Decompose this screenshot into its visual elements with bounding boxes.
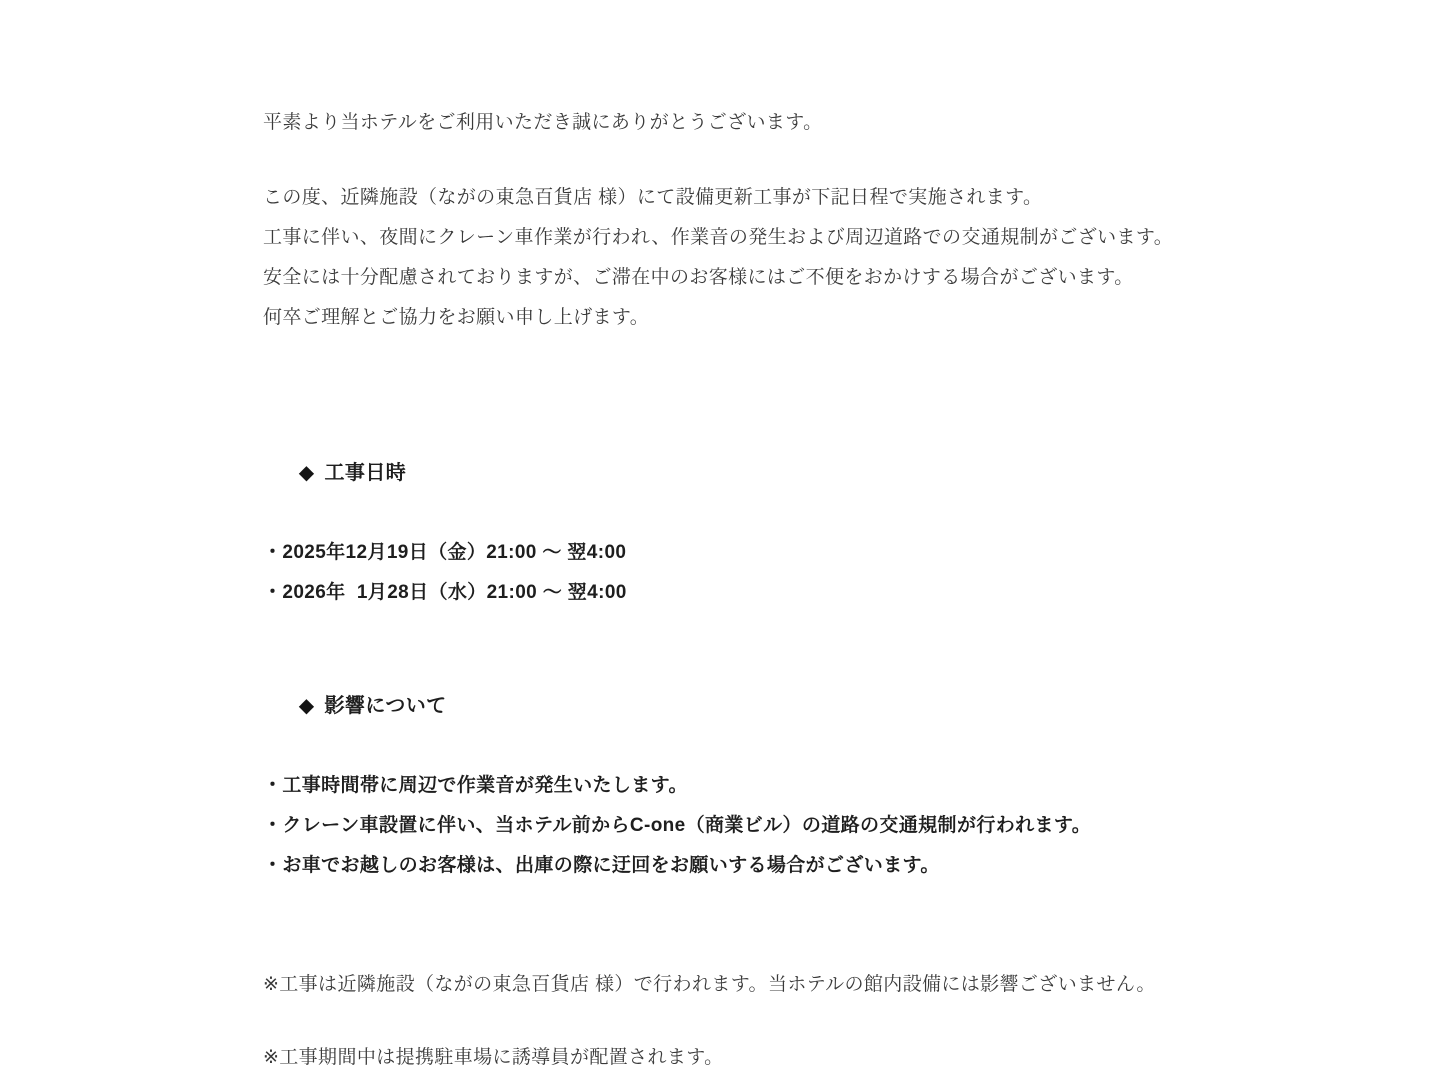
schedule-section	[263, 413, 1413, 613]
diamond-icon: ◆	[298, 695, 315, 717]
impact-section-title	[263, 646, 1413, 766]
intro-line: 工事に伴い、夜間にクレーン車作業が行われ、作業音の発生および周辺道路での交通規制がございます。	[263, 227, 1174, 248]
footnote-facility: ※工事は近隣施設（ながの東急百貨店 様）で行われます。当ホテルの館内設備には影響ございません。	[263, 974, 1156, 995]
impact-section	[263, 646, 1413, 886]
schedule-item: ・2025年12月19日（金）21:00 ～ 翌4:00	[263, 542, 627, 563]
impact-item: ・工事時間帯に周辺で作業音が発生いたします。	[263, 775, 688, 796]
intro-paragraph	[263, 178, 1413, 338]
intro-line: 何卒ご理解とご協力をお願い申し上げます。	[263, 307, 650, 328]
schedule-item: ・2026年 1月28日（水）21:00 ～ 翌4:00	[263, 582, 627, 603]
diamond-icon: ◆	[298, 462, 315, 484]
impact-item: ・クレーン車設置に伴い、当ホテル前からC-one（商業ビル）の道路の交通規制が行われます。	[263, 815, 1092, 836]
impact-item: ・お車でお越しのお客様は、出庫の際に迂回をお願いする場合がございます。	[263, 855, 940, 876]
impact-section-title-label: 影響について	[324, 695, 447, 717]
footnote-parking: ※工事期間中は提携駐車場に誘導員が配置されます。	[263, 1047, 724, 1068]
intro-line: 安全には十分配慮されておりますが、ご滞在中のお客様にはご不便をおかけする場合がございます。	[263, 267, 1134, 288]
schedule-section-title-label: 工事日時	[324, 462, 407, 484]
greeting-text: 平素より当ホテルをご利用いただき誠にありがとうございます。	[263, 112, 823, 133]
schedule-section-title	[263, 413, 1413, 533]
intro-line: この度、近隣施設（ながの東急百貨店 様）にて設備更新工事が下記日程で実施されます。	[263, 187, 1043, 208]
